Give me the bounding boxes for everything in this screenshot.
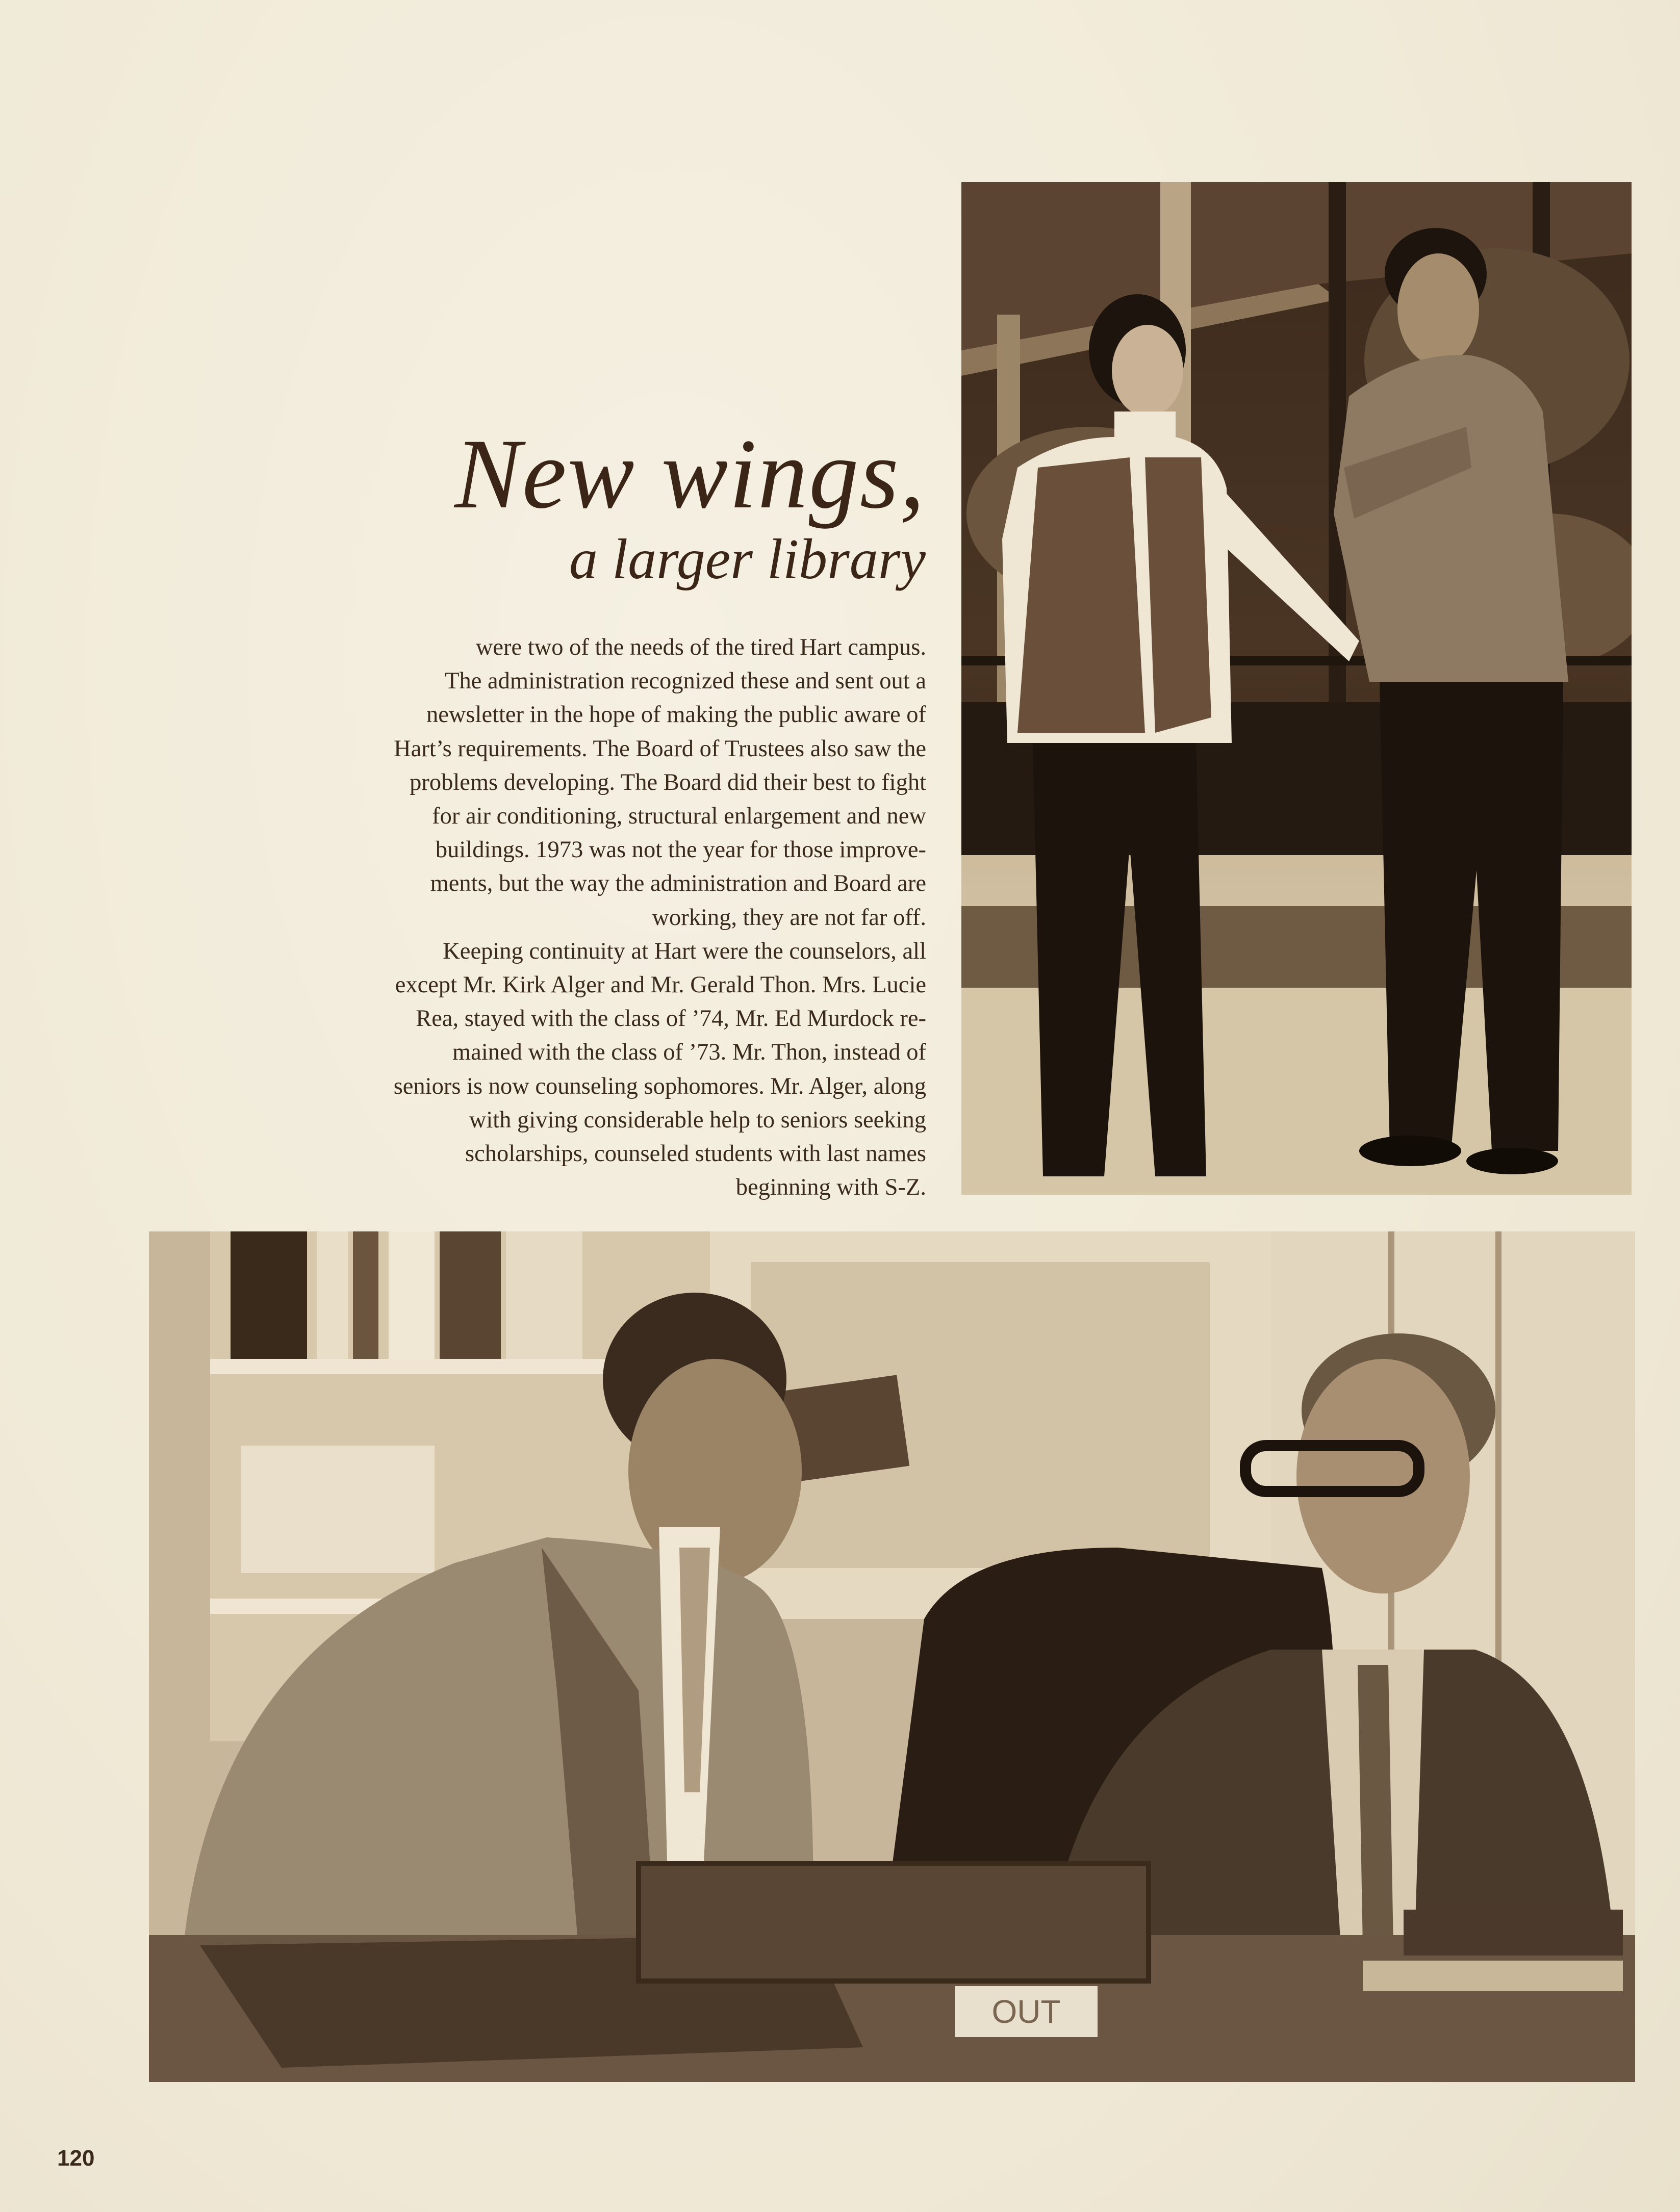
body-line: Hart’s requirements. The Board of Trustees also saw the (394, 735, 926, 762)
body-line: newsletter in the hope of making the public aware of (426, 702, 926, 728)
body-line: ments, but the way the administration and Board are (430, 870, 926, 897)
page-number: 120 (57, 2146, 95, 2171)
body-line: scholarships, counseled students with last names (465, 1141, 926, 1167)
body-line: The administration recognized these and sent out a (445, 668, 926, 695)
body-line: seniors is now counseling sophomores. Mr. Alger, along (393, 1073, 926, 1099)
article-headline (454, 419, 926, 593)
headline-subtitle: a larger library (569, 528, 926, 591)
body-line: Keeping continuity at Hart were the counselors, all (443, 938, 926, 964)
article-body (286, 631, 926, 1204)
body-line: problems developing. The Board did their best to fight (410, 769, 926, 795)
headline-main: New wings, (454, 419, 926, 529)
body-line: beginning with S-Z. (735, 1174, 926, 1201)
body-line: buildings. 1973 was not the year for those improve- (435, 837, 926, 863)
body-line: working, they are not far off. (652, 904, 926, 931)
body-line: for air conditioning, structural enlargement and new (432, 803, 926, 830)
body-line: Rea, stayed with the class of ’74, Mr. Ed Murdock re- (416, 1006, 926, 1032)
counselors-office-photo (149, 1231, 1635, 2082)
out-tray-label: OUT (991, 1993, 1061, 2030)
body-line: except Mr. Kirk Alger and Mr. Gerald Thon. Mrs. Lucie (395, 972, 926, 998)
body-line: were two of the needs of the tired Hart campus. (475, 634, 926, 660)
body-line: with giving considerable help to seniors seeking (469, 1107, 926, 1133)
counselors-outdoor-photo (961, 182, 1632, 1195)
body-line: mained with the class of ’73. Mr. Thon, instead of (452, 1039, 926, 1066)
